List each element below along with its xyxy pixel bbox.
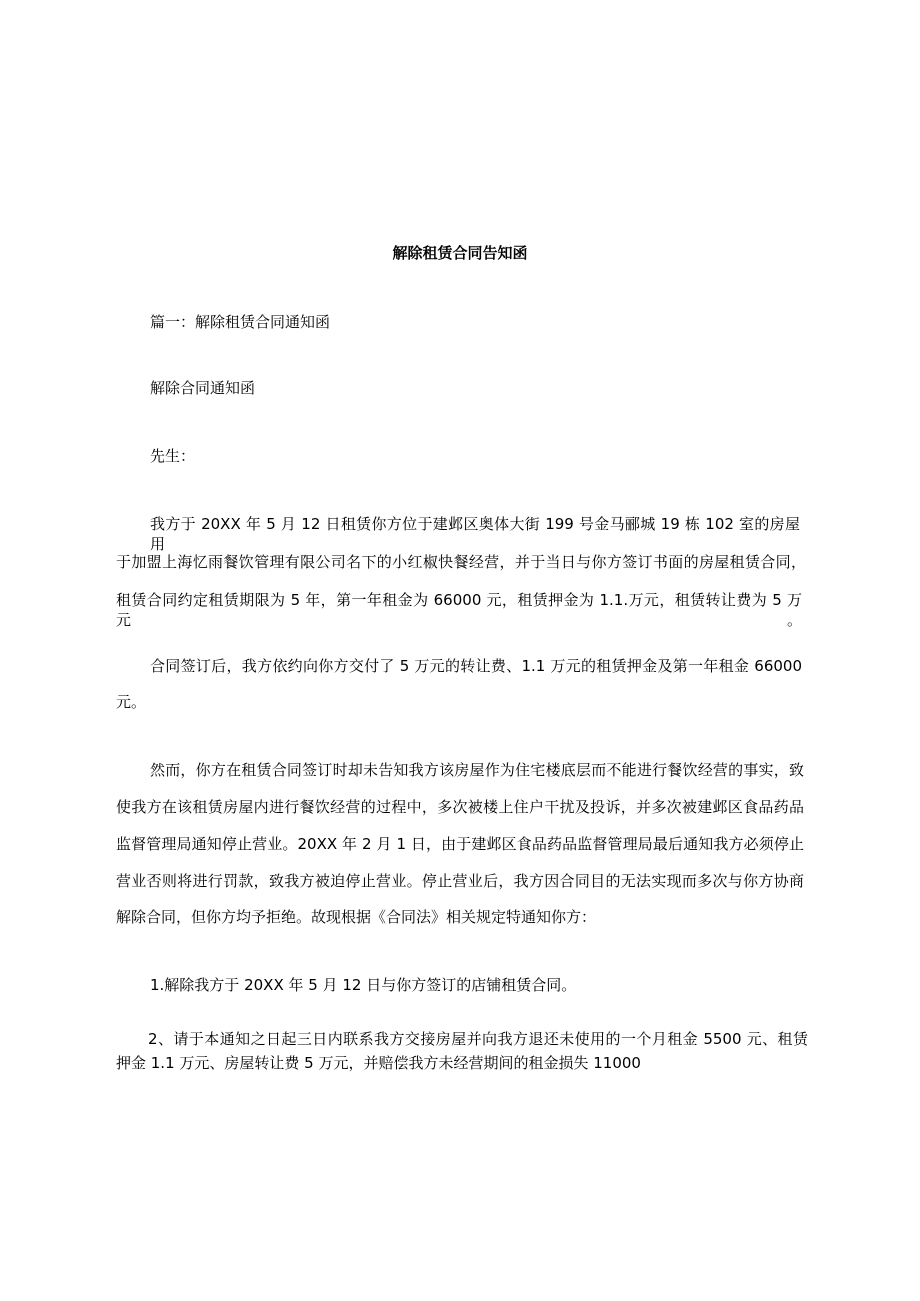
paragraph-line: 合同签订后，我方依约向你方交付了 5 万元的转让费、1.1 万元的租赁押金及第一年租金 66000 (150, 657, 802, 675)
section-heading: 篇一：解除租赁合同通知函 (150, 313, 331, 331)
paragraph-line: 然而，你方在租赁合同签订时却未告知我方该房屋作为住宅楼底层而不能进行餐饮经营的事实，致 (150, 761, 804, 779)
paragraph-line: 使我方在该租赁房屋内进行餐饮经营的过程中，多次被楼上住户干扰及投诉，并多次被建邺区食品药品 (116, 798, 804, 816)
paragraph-line: 我方于 20XX 年 5 月 12 日租赁你方位于建邺区奥体大街 199 号金马郦城 19 栋 102 室的房屋用 (150, 515, 800, 553)
paragraph-line: 解除合同，但你方均予拒绝。故现根据《合同法》相关规定特通知你方： (116, 908, 597, 926)
paragraph-line: 2、请于本通知之日起三日内联系我方交接房屋并向我方退还未使用的一个月租金 5500 元、租赁 (148, 1030, 808, 1048)
paragraph-line: 于加盟上海忆雨餐饮管理有限公司名下的小红椒快餐经营，并于当日与你方签订书面的房屋租赁合同， (116, 553, 806, 571)
salutation: 先生： (150, 447, 196, 465)
paragraph-line: 元。 (116, 693, 147, 711)
paragraph-line: 押金 1.1 万元、房屋转让费 5 万元，并赔偿我方未经营期间的租金损失 11000 (116, 1054, 641, 1072)
subheading: 解除合同通知函 (150, 379, 256, 397)
paragraph-line: 营业否则将进行罚款，致我方被迫停止营业。停止营业后，我方因合同目的无法实现而多次与你方协商 (116, 872, 804, 890)
paragraph-line: 租赁合同约定租赁期限为 5 年，第一年租金为 66000 元，租赁押金为 1.1.万元，租赁转让费为 5 万元。 (116, 591, 802, 629)
list-item-1: 1.解除我方于 20XX 年 5 月 12 日与你方签订的店铺租赁合同。 (150, 976, 577, 994)
document-title: 解除租赁合同告知函 (392, 244, 528, 262)
paragraph-line: 监督管理局通知停止营业。20XX 年 2 月 1 日，由于建邺区食品药品监督管理局最后通知我方必须停止 (116, 835, 804, 853)
